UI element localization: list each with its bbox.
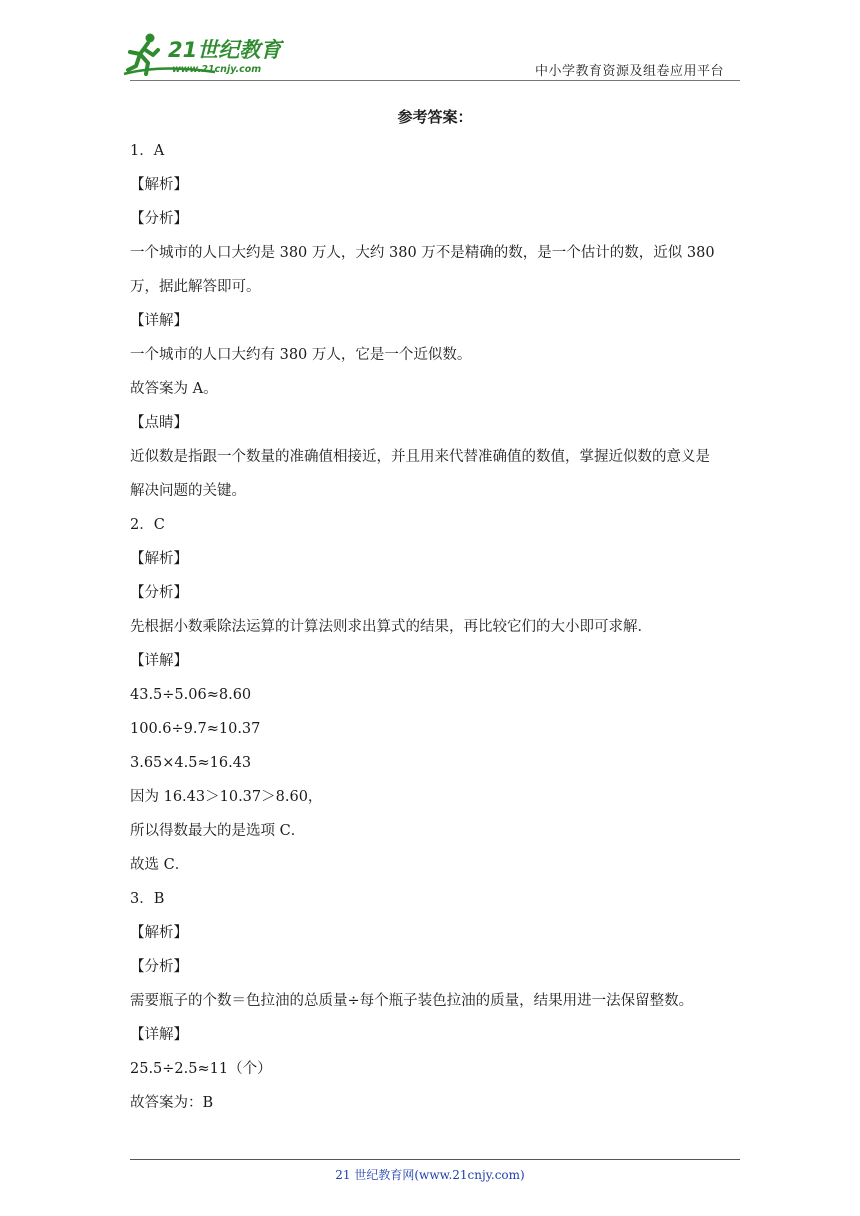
section-heading: 【详解】 <box>130 653 188 669</box>
section-heading: 【分析】 <box>130 211 188 227</box>
answer-content <box>130 100 740 1120</box>
text-line: 先根据小数乘除法运算的计算法则求出算式的结果，再比较它们的大小即可求解． <box>130 619 652 635</box>
footer-divider <box>130 1159 740 1160</box>
footer-link[interactable]: 21 世纪教育网(www.21cnjy.com) <box>335 1168 525 1182</box>
section-heading: 【分析】 <box>130 959 188 975</box>
page-title: 参考答案： <box>397 108 473 126</box>
section-heading: 【分析】 <box>130 585 188 601</box>
answer-number: 3．B <box>130 891 165 907</box>
text-line: 一个城市的人口大约有 380 万人，它是一个近似数。 <box>130 347 472 363</box>
equation-line: 25.5÷2.5≈11（个） <box>130 1061 272 1077</box>
text-line: 万，据此解答即可。 <box>130 279 261 295</box>
section-heading: 【详解】 <box>130 1027 188 1043</box>
text-line: 一个城市的人口大约是 380 万人，大约 380 万不是精确的数，是一个估计的数，近似 380 <box>130 245 715 261</box>
text-line: 解决问题的关键。 <box>130 483 246 499</box>
text-line: 因为 16.43＞10.37＞8.60， <box>130 789 323 805</box>
answer-number: 1．A <box>130 143 165 159</box>
svg-text:21世纪教育: 21世纪教育 <box>168 38 282 62</box>
svg-text:www.21cnjy.com: www.21cnjy.com <box>172 64 262 75</box>
section-heading: 【详解】 <box>130 313 188 329</box>
logo-21cnjy <box>120 30 295 78</box>
section-heading: 【解析】 <box>130 177 188 193</box>
site-name: 中小学教育资源及组卷应用平台 <box>534 64 724 79</box>
text-line: 故答案为：B <box>130 1095 214 1111</box>
header-divider <box>130 80 740 81</box>
text-line: 故选 C． <box>130 857 190 873</box>
equation-line: 43.5÷5.06≈8.60 <box>130 687 252 703</box>
section-heading: 【解析】 <box>130 925 188 941</box>
section-heading: 【点睛】 <box>130 415 188 431</box>
section-heading: 【解析】 <box>130 551 188 567</box>
equation-line: 3.65×4.5≈16.43 <box>130 755 252 771</box>
text-line: 近似数是指跟一个数量的准确值相接近，并且用来代替准确值的数值，掌握近似数的意义是 <box>130 449 710 465</box>
text-line: 需要瓶子的个数＝色拉油的总质量÷每个瓶子装色拉油的质量，结果用进一法保留整数。 <box>130 993 694 1009</box>
answer-number: 2．C <box>130 517 165 533</box>
text-line: 所以得数最大的是选项 C． <box>130 823 306 839</box>
equation-line: 100.6÷9.7≈10.37 <box>130 721 261 737</box>
text-line: 故答案为 A。 <box>130 381 218 397</box>
page-header <box>120 30 740 82</box>
